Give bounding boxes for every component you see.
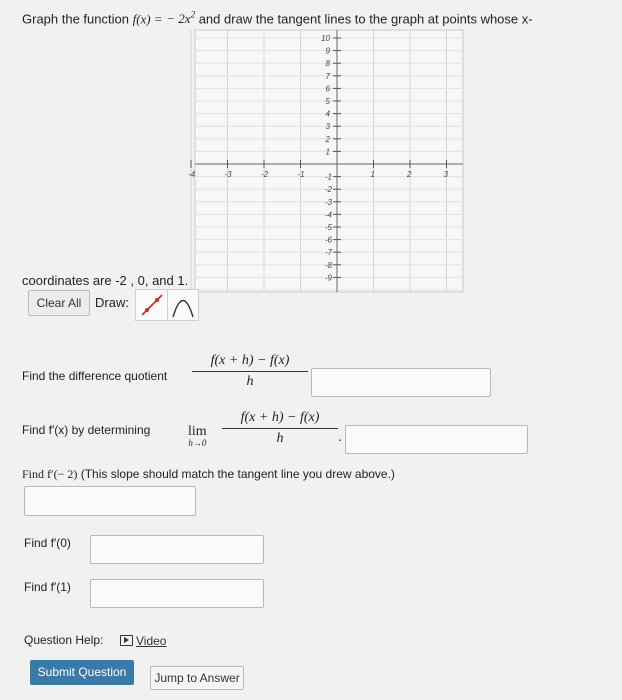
slope-prompt-text: (This slope should match the tangent line you drew above.) (80, 467, 395, 481)
x-tick-label: 3 (443, 170, 448, 179)
y-tick-label: -7 (324, 248, 332, 258)
question-help-label: Question Help: (24, 633, 104, 647)
line-tool-icon (136, 290, 168, 320)
question-intro (22, 10, 533, 27)
derivative-fraction (222, 410, 338, 447)
fraction-denominator: h (276, 431, 284, 446)
clear-all-button[interactable]: Clear All (28, 290, 90, 316)
limit-notation (188, 424, 207, 448)
y-tick-label: -8 (324, 260, 332, 270)
difference-quotient-prompt: Find the difference quotient (22, 369, 168, 383)
y-tick-label: 6 (325, 84, 330, 94)
y-tick-label: 7 (325, 71, 330, 81)
video-play-icon (120, 635, 133, 646)
draw-label: Draw: (95, 295, 129, 310)
parabola-tool-icon (168, 290, 198, 320)
y-tick-label: 9 (325, 46, 330, 56)
derivative-input[interactable] (345, 425, 528, 454)
fraction-numerator: f(x + h) − f(x) (240, 410, 320, 425)
intro-continued: coordinates are -2 , 0, and 1. (22, 273, 189, 288)
derivative-prompt (22, 423, 150, 437)
derivative-prompt-text: Find f′(x) by determining (22, 423, 151, 437)
coordinate-grid[interactable] (188, 30, 463, 292)
x-tick-label: -3 (224, 170, 232, 179)
fraction-denominator: h (246, 374, 254, 389)
limit-period: . (338, 428, 342, 444)
y-tick-label: -3 (324, 197, 332, 207)
intro-suffix: and draw the tangent lines to the graph at points whose x- (198, 11, 533, 27)
x-tick-label: -2 (261, 170, 269, 179)
f-prime-1-prompt: Find f′(1) (24, 580, 71, 594)
y-tick-label: -2 (324, 185, 332, 195)
video-link[interactable] (120, 634, 166, 648)
y-tick-label: 8 (325, 59, 330, 69)
y-tick-label: 2 (325, 134, 330, 144)
slope-at-neg2-input[interactable] (24, 486, 196, 516)
y-tick-label: 3 (325, 122, 330, 132)
fraction-numerator: f(x + h) − f(x) (210, 353, 290, 368)
lim-subscript: h→0 (188, 438, 207, 448)
lim-label: lim (188, 424, 207, 439)
f-prime-0-input[interactable] (90, 535, 264, 564)
graph-canvas[interactable] (188, 30, 463, 292)
difference-quotient-fraction (192, 353, 308, 390)
intro-prefix: Graph the function (22, 11, 129, 27)
f-prime-1-input[interactable] (90, 579, 264, 608)
y-tick-label: 1 (325, 147, 330, 157)
y-tick-label: -6 (324, 235, 332, 245)
y-tick-label: -1 (324, 172, 332, 182)
y-tick-label: -9 (324, 273, 332, 283)
difference-quotient-input[interactable] (311, 368, 491, 397)
slope-at-neg2-prompt (22, 467, 395, 482)
f-prime-0-prompt: Find f′(0) (24, 536, 71, 550)
video-link-text: Video (136, 634, 167, 648)
line-tool-button[interactable] (135, 289, 169, 321)
parabola-tool-button[interactable] (167, 289, 199, 321)
x-tick-label: -1 (297, 170, 305, 179)
y-tick-label: 10 (321, 34, 330, 43)
function-expression: − $2x^2$ (166, 10, 196, 27)
y-tick-label: -4 (324, 210, 332, 220)
y-tick-label: 4 (325, 109, 330, 119)
function-label: f(x) = (132, 11, 163, 27)
x-tick-label: 2 (407, 170, 412, 179)
slope-prompt-math: Find f′(− 2) (22, 467, 78, 481)
y-tick-label: 5 (325, 97, 330, 106)
y-tick-label: -5 (324, 223, 332, 232)
x-tick-label: 1 (370, 170, 375, 179)
x-tick-label: -4 (188, 170, 196, 179)
submit-question-button[interactable]: Submit Question (30, 660, 134, 685)
jump-to-answer-button[interactable]: Jump to Answer (150, 666, 244, 690)
